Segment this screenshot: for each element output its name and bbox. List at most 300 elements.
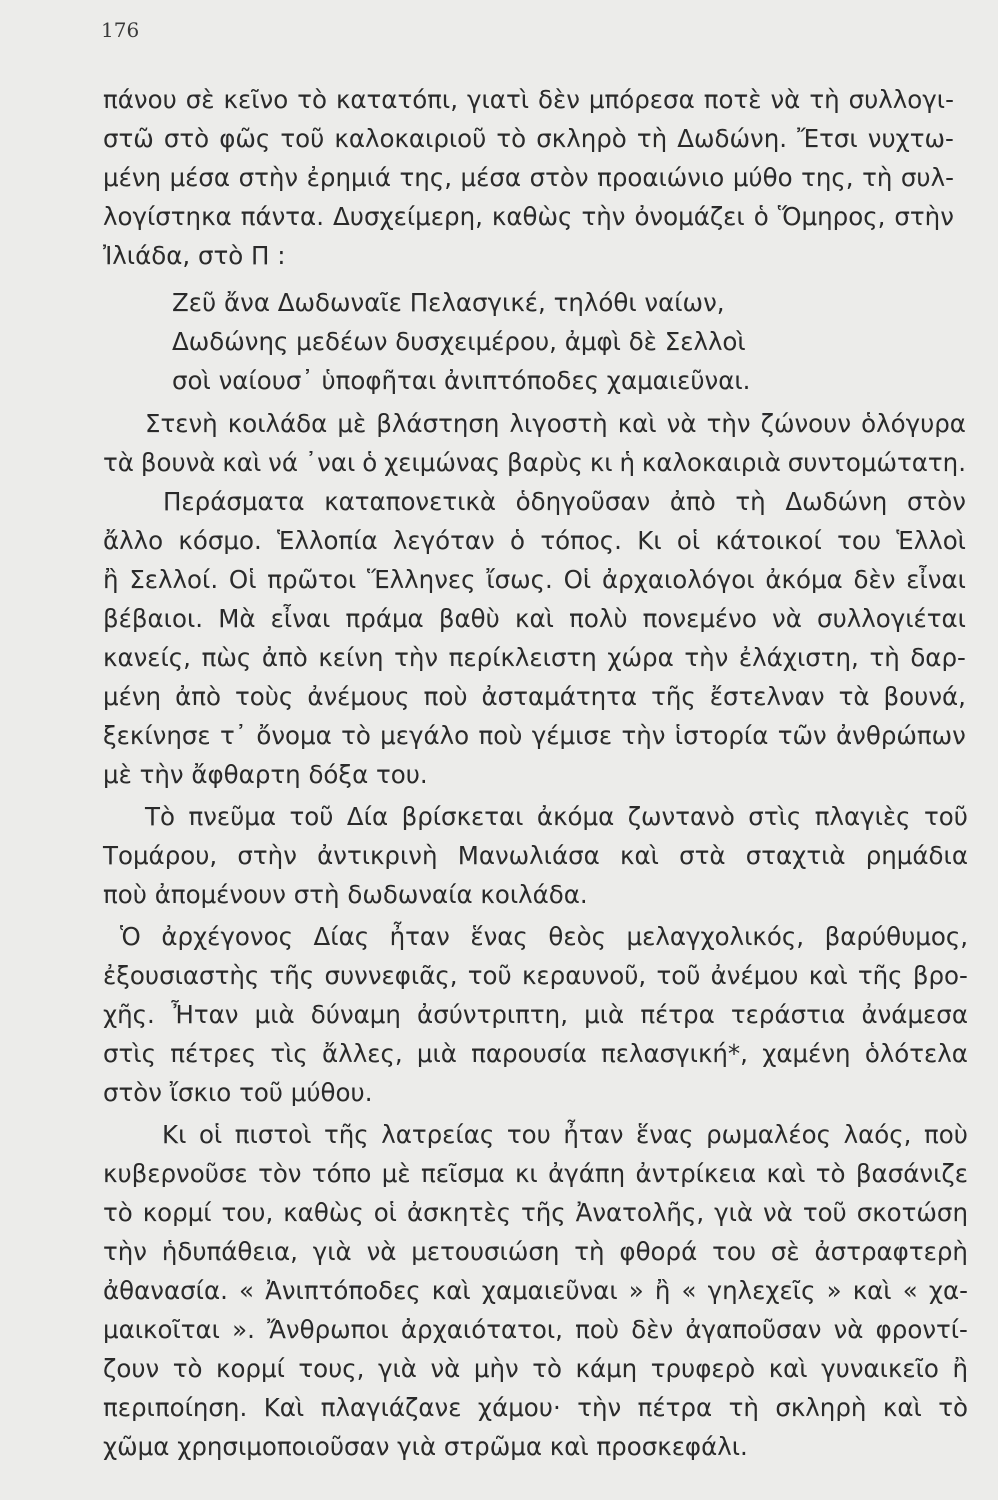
word: κεραυνοῦ,: [521, 961, 647, 990]
word: βέβαιοι.: [103, 604, 204, 633]
word: συννεφιᾶς,: [324, 961, 458, 990]
word: καὶ: [766, 1159, 806, 1188]
word: πρῶτοι: [267, 565, 357, 594]
word: πεῖσμα: [421, 1159, 505, 1188]
word: ὁδηγοῦσαν: [515, 487, 651, 516]
word: στὰ: [679, 841, 726, 870]
verse-line: σοὶ ναίουσ᾽ ὑποφῆται ἀνιπτόποδες χαμαιεῦναι.: [172, 366, 751, 395]
word: στὴν: [238, 163, 299, 192]
word: νὰ: [430, 1354, 461, 1383]
word: μπόρεσα: [588, 85, 695, 114]
page-number: 176: [101, 18, 140, 42]
word: τοῦ: [467, 961, 512, 990]
word: Οἱ: [228, 565, 257, 594]
word: τοῦ: [656, 961, 701, 990]
word: περίκλειστη: [448, 643, 597, 672]
word: χώρα: [607, 643, 674, 672]
word: δαρ-: [910, 643, 966, 672]
word: Ἑλλοπία: [277, 526, 378, 555]
word: νὰ: [833, 1315, 864, 1344]
text-line: [0, 158, 998, 198]
word: πέτρα: [640, 1000, 715, 1029]
word: πνεῦμα: [188, 802, 277, 831]
word: ἔστελναν: [709, 682, 825, 711]
word: ἐξουσιαστὴς: [103, 961, 260, 990]
word: γυναικεῖο: [821, 1354, 939, 1383]
word: πλαγιὲς: [814, 802, 911, 831]
word: λεγόταν: [392, 526, 495, 555]
word: τ᾽: [219, 721, 247, 750]
word: μεγάλο: [380, 721, 470, 750]
word: ζωντανὸ: [627, 802, 735, 831]
word: ἀπὸ: [669, 487, 716, 516]
word: Ἔτσι: [797, 124, 858, 153]
word: τὴν: [394, 643, 439, 672]
word: ἱστορία: [674, 721, 769, 750]
word: χειμώνας: [384, 448, 501, 477]
word: τὴ: [862, 163, 893, 192]
word: βρίσκεται: [401, 802, 524, 831]
word: καλοκαιριοῦ: [334, 124, 487, 153]
word: Ἕλληνες: [366, 565, 476, 594]
word: χάμου·: [477, 1393, 561, 1422]
word: καθὼς: [283, 1198, 364, 1227]
text-line: [0, 443, 998, 483]
text-line: [0, 521, 998, 561]
word: τῆς: [323, 1120, 369, 1149]
word: ἀστραφτερὴ: [814, 1237, 968, 1266]
word: ὁ: [362, 448, 378, 477]
text-line: [0, 80, 998, 120]
word: τῆς: [520, 1198, 566, 1227]
word: ρημάδια: [865, 841, 968, 870]
word: ᾽ναι: [304, 448, 356, 477]
text-line: [0, 716, 998, 756]
word: δὲν: [631, 1315, 674, 1344]
word: τὰ: [103, 448, 134, 477]
word: πὼς: [201, 643, 252, 672]
word: χαμαιεῦναι: [481, 1276, 618, 1305]
word: τῶν: [777, 721, 827, 750]
word: της,: [399, 163, 452, 192]
word: Δωδώνη: [785, 487, 888, 516]
text-line: [0, 917, 998, 957]
text-line: [0, 1154, 998, 1194]
word: τρυφερὸ: [650, 1354, 756, 1383]
word: τῆς: [651, 682, 696, 711]
word: Τὸ: [145, 802, 175, 831]
word: γιατὶ: [467, 85, 529, 114]
word: κανείς,: [103, 643, 191, 672]
text-line: [0, 404, 998, 444]
word: ἡ: [619, 448, 636, 477]
word: ζουν: [103, 1354, 160, 1383]
word: τῆς: [269, 961, 315, 990]
word: ποὺ: [923, 1120, 968, 1149]
word: ἢ: [654, 1276, 671, 1305]
word: Κι: [637, 526, 662, 555]
word: Μανωλιάσα: [457, 841, 600, 870]
word: ἦταν: [389, 922, 450, 951]
word: θεὸς: [548, 922, 606, 951]
word: γηλεχεῖς: [707, 1276, 816, 1305]
word: ἕνας: [470, 922, 528, 951]
word: ἀρχέγονος: [161, 922, 293, 951]
word: ἐρημιά: [306, 163, 392, 192]
word: ἀκόμα: [536, 802, 615, 831]
word: χα-: [928, 1276, 968, 1305]
word: τὴν: [577, 1393, 622, 1422]
word: τὸ: [496, 124, 527, 153]
word: ».: [232, 1315, 255, 1344]
word: πολὺ: [569, 604, 628, 633]
text-line: [0, 119, 998, 159]
word: του,: [221, 1198, 274, 1227]
text-line: [0, 638, 998, 678]
word: τὰ: [838, 682, 870, 711]
word: τοῦ: [280, 124, 325, 153]
word: προαιώνιο: [597, 163, 725, 192]
word: τὶς: [270, 1039, 308, 1068]
word: Οἱ: [563, 565, 592, 594]
word: μελαγχολικός,: [626, 922, 805, 951]
word: νὰ: [763, 1198, 793, 1227]
text-line: [0, 677, 998, 717]
word: στὶς: [103, 1039, 156, 1068]
word: »: [628, 1276, 644, 1305]
word: βλάστηση: [376, 409, 500, 438]
word: Μὰ: [218, 604, 256, 633]
word: Ὅμηρος,: [777, 202, 886, 231]
word: μετουσιώση: [411, 1237, 560, 1266]
word: κι: [514, 1159, 538, 1188]
text-line: Ἰλιάδα, στὸ Π :: [103, 241, 286, 270]
word: φροντί-: [875, 1315, 968, 1344]
word: τοῦ: [924, 802, 968, 831]
word: τόπος.: [540, 526, 622, 555]
word: του: [506, 1120, 551, 1149]
word: ἀκόμα: [765, 565, 843, 594]
word: μὴν: [473, 1354, 519, 1383]
word: στὴν: [237, 841, 297, 870]
word: κεῖνο: [223, 85, 289, 114]
word: τὴν: [684, 643, 729, 672]
text-line: [0, 1310, 998, 1350]
word: νὰ: [666, 409, 697, 438]
word: ἄλλο: [103, 526, 164, 555]
word: τεράστια: [730, 1000, 846, 1029]
word: γιὰ: [378, 1354, 417, 1383]
word: στὸ: [163, 124, 210, 153]
word: ποὺ: [575, 1315, 620, 1344]
word: Περάσματα: [163, 487, 305, 516]
word: καὶ: [617, 409, 657, 438]
text-line: [0, 956, 998, 996]
word: μὲ: [381, 1159, 411, 1188]
word: πλαγιάζανε: [320, 1393, 462, 1422]
word: τοῦ: [289, 802, 334, 831]
word: δὲν: [538, 85, 580, 114]
word: συντομώτατη.: [787, 448, 966, 477]
word: λατρείας: [381, 1120, 495, 1149]
word: λαός,: [843, 1120, 912, 1149]
word: καὶ: [768, 1354, 808, 1383]
word: βασάνιζε: [855, 1159, 968, 1188]
word: εἶναι: [906, 565, 966, 594]
word: Στενὴ: [145, 409, 218, 438]
word: γέμισε: [531, 721, 613, 750]
word: Ἀνατολῆς,: [575, 1198, 705, 1227]
word: κορμί: [142, 1198, 212, 1227]
word: Κι: [162, 1120, 187, 1149]
word: παρουσία: [471, 1039, 587, 1068]
word: πάνου: [103, 85, 177, 114]
word: χῆς.: [103, 1000, 155, 1029]
word: στὴν: [894, 202, 954, 231]
word: κατατόπι,: [335, 85, 459, 114]
word: σὲ: [770, 1237, 800, 1266]
word: του: [837, 526, 881, 555]
word: κοιλάδα: [227, 409, 328, 438]
word: του: [712, 1237, 757, 1266]
word: τῆς: [857, 961, 903, 990]
word: νυχτω-: [867, 124, 954, 153]
word: Καὶ: [263, 1393, 305, 1422]
word: Ὁ: [120, 922, 141, 951]
word: ὀνομάζει: [634, 202, 745, 231]
word: πέτρες: [170, 1039, 257, 1068]
word: βαθὺ: [438, 604, 500, 633]
word: τὸ: [815, 1159, 846, 1188]
word: πάντα.: [240, 202, 324, 231]
word: δὲν: [853, 565, 896, 594]
word: ἡδυπάθεια,: [161, 1237, 298, 1266]
word: τὴ: [735, 487, 766, 516]
word: πελασγική*,: [600, 1039, 748, 1068]
word: καθὼς: [491, 202, 573, 231]
text-line: [0, 836, 998, 876]
word: Ἄνθρωποι: [267, 1315, 389, 1344]
word: τὸ: [341, 721, 371, 750]
word: καὶ: [515, 604, 554, 633]
word: καὶ: [222, 448, 262, 477]
word: μιὰ: [254, 1000, 295, 1029]
word: στῶ: [103, 124, 154, 153]
word: μιὰ: [584, 1000, 625, 1029]
word: ἢ: [103, 565, 119, 594]
text-line: [0, 797, 998, 837]
word: Σελλοί.: [129, 565, 219, 594]
word: τὸ: [172, 1354, 203, 1383]
text-line: [0, 197, 998, 237]
word: ἀνάμεσα: [861, 1000, 968, 1029]
text-line: [0, 1115, 998, 1155]
word: κείνη: [318, 643, 384, 672]
word: καταπονετικὰ: [324, 487, 496, 516]
word: νὰ: [366, 1237, 397, 1266]
word: φθορά: [619, 1237, 698, 1266]
word: Δία: [346, 802, 389, 831]
word: σὲ: [185, 85, 215, 114]
word: συλ-: [900, 163, 954, 192]
word: βουνά,: [883, 682, 966, 711]
word: χαμένη: [762, 1039, 851, 1068]
word: καὶ: [882, 1393, 922, 1422]
word: καλοκαιριὰ: [641, 448, 781, 477]
verse-line: Δωδώνης μεδέων δυσχειμέρου, ἀμφὶ δὲ Σελλοὶ: [172, 327, 746, 356]
word: ὁ: [510, 526, 526, 555]
word: ἴσως.: [486, 565, 553, 594]
word: βουνὰ: [140, 448, 216, 477]
word: ἐλάχιστη,: [738, 643, 859, 672]
word: τόπο: [311, 1159, 372, 1188]
text-line: μὲ τὴν ἄφθαρτη δόξα του.: [103, 760, 428, 789]
text-line: [0, 560, 998, 600]
word: ὄνομα: [256, 721, 332, 750]
word: Δυσχείμερη,: [333, 202, 483, 231]
word: μύθο: [732, 163, 793, 192]
word: ἀσταμάτητα: [481, 682, 638, 711]
word: ἀνέμου: [710, 961, 799, 990]
word: τὴν: [581, 202, 626, 231]
word: τὸν: [258, 1159, 302, 1188]
word: νὰ: [772, 604, 802, 633]
text-line: [0, 1388, 998, 1428]
word: νὰ: [770, 85, 801, 114]
word: περιποίηση.: [103, 1393, 248, 1422]
text-line: [0, 1034, 998, 1074]
word: κάμη: [575, 1354, 638, 1383]
word: »: [826, 1276, 842, 1305]
word: τὴν: [621, 721, 666, 750]
word: κάτοικοί: [715, 526, 822, 555]
word: καὶ: [852, 1276, 892, 1305]
word: ἀσύντριπτη,: [417, 1000, 568, 1029]
word: καὶ: [620, 841, 659, 870]
word: ὁλότελα: [864, 1039, 968, 1068]
word: ἀγάπη: [548, 1159, 626, 1188]
word: μέσα: [460, 163, 522, 192]
word: στὸν: [907, 487, 966, 516]
word: εἶναι: [270, 604, 331, 633]
word: κυβερνοῦσε: [103, 1159, 248, 1188]
word: πιστοὶ: [234, 1120, 312, 1149]
word: καὶ: [808, 961, 848, 990]
word: τοὺς: [235, 682, 294, 711]
word: ἀρχαιολόγοι: [602, 565, 755, 594]
word: δύναμη: [310, 1000, 401, 1029]
word: ἕνας: [636, 1120, 694, 1149]
word: βαρύθυμος,: [824, 922, 968, 951]
word: σκληρὴ: [775, 1393, 867, 1422]
word: φῶς: [219, 124, 271, 153]
word: τὴν: [103, 1237, 147, 1266]
word: λογίστηκα: [103, 202, 232, 231]
word: τὴ: [636, 124, 668, 153]
word: ἀγαποῦσαν: [685, 1315, 822, 1344]
word: σκοτώση: [856, 1198, 968, 1227]
word: λιγοστὴ: [509, 409, 608, 438]
word: Ἦταν: [171, 1000, 239, 1029]
word: μέσα: [169, 163, 231, 192]
word: Δίας: [313, 922, 370, 951]
word: ρωμαλέος: [706, 1120, 831, 1149]
text-line: [0, 482, 998, 522]
word: τὴ: [728, 1393, 759, 1422]
word: «: [239, 1276, 254, 1305]
word: μιὰ: [416, 1039, 457, 1068]
word: ἀσκητὲς: [406, 1198, 511, 1227]
word: ἀνέμους: [307, 682, 410, 711]
word: «: [902, 1276, 918, 1305]
word: τὴ: [869, 643, 900, 672]
word: μένη: [103, 163, 162, 192]
word: γιὰ: [714, 1198, 754, 1227]
word: τὸ: [297, 85, 327, 114]
text-line: [0, 995, 998, 1035]
word: τους,: [298, 1354, 365, 1383]
word: ποτὲ: [703, 85, 762, 114]
text-line: [0, 599, 998, 639]
word: μένη: [103, 682, 162, 711]
word: οἱ: [198, 1120, 223, 1149]
word: συλλογιέται: [817, 604, 966, 633]
word: στὸν: [529, 163, 589, 192]
word: στὶς: [748, 802, 802, 831]
word: συλλογι-: [848, 85, 954, 114]
text-line: ποὺ ἀπομένουν στὴ δωδωναία κοιλάδα.: [103, 880, 588, 909]
word: ποὺ: [478, 721, 523, 750]
word: ἀντρίκεια: [635, 1159, 757, 1188]
word: «: [681, 1276, 697, 1305]
word: βρο-: [912, 961, 968, 990]
verse-line: Ζεῦ ἄνα Δωδωναῖε Πελασγικέ, τηλόθι ναίων,: [172, 288, 725, 317]
word: σταχτιὰ: [745, 841, 846, 870]
word: ὁ: [753, 202, 769, 231]
word: πέτρα: [637, 1393, 713, 1422]
word: ἄλλες,: [322, 1039, 403, 1068]
word: ποὺ: [423, 682, 468, 711]
word: ξεκίνησε: [103, 721, 211, 750]
text-line: [0, 1193, 998, 1233]
word: σκληρὸ: [536, 124, 627, 153]
word: ἦταν: [563, 1120, 624, 1149]
word: τοῦ: [802, 1198, 847, 1227]
word: τὴν: [706, 409, 751, 438]
word: ἀθανασία.: [103, 1276, 228, 1305]
word: ἀντικρινὴ: [317, 841, 438, 870]
word: ἀρχαιότατοι,: [400, 1315, 563, 1344]
word: καὶ: [431, 1276, 471, 1305]
word: κι: [589, 448, 613, 477]
word: Δωδώνη.: [677, 124, 788, 153]
text-line: χῶμα χρησιμοποιοῦσαν γιὰ στρῶμα καὶ προσκεφάλι.: [103, 1432, 748, 1461]
word: της,: [801, 163, 854, 192]
word: βαρὺς: [507, 448, 583, 477]
word: ὁλόγυρα: [861, 409, 966, 438]
word: μαικοῖται: [103, 1315, 220, 1344]
word: κόσμο.: [178, 526, 262, 555]
word: μὲ: [337, 409, 367, 438]
word: Ἀνιπτόποδες: [265, 1276, 421, 1305]
word: Ἑλλοὶ: [896, 526, 966, 555]
text-line: [0, 1271, 998, 1311]
word: ἀπὸ: [175, 682, 221, 711]
word: ζώνουν: [760, 409, 852, 438]
word: πονεμένο: [642, 604, 757, 633]
word: τὴ: [574, 1237, 605, 1266]
text-line: [0, 1349, 998, 1389]
